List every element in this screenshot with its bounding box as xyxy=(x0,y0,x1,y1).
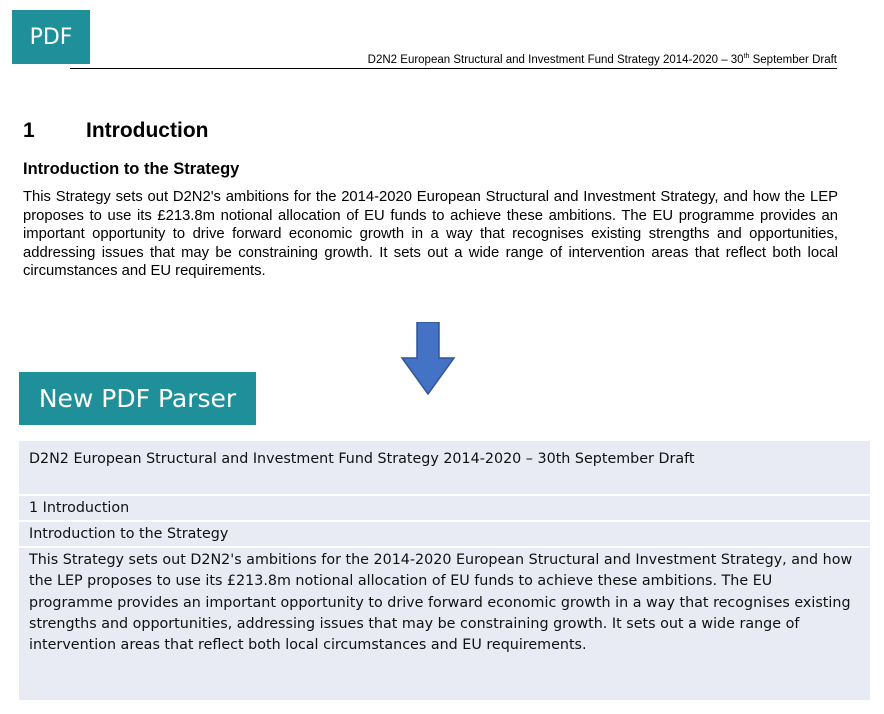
arrow-shape xyxy=(402,322,454,394)
parsed-header-row: D2N2 European Structural and Investment Fund Strategy 2014-2020 – 30th September Draft xyxy=(19,441,870,494)
header-superscript: th xyxy=(743,53,750,60)
parsed-paragraph-row: This Strategy sets out D2N2's ambitions for the 2014-2020 European Structural and Investment Strategy, and how the LEP proposes to use its £213.8m notional allocation of EU funds to achieve these ambitions. The EU programme provides an important opportunity to drive forward economic growth in a way that recognises existing strengths and opportunities, addressing issues that may be constraining growth. It sets out a wide range of intervention areas that reflect both local circumstances and EU requirements. xyxy=(19,548,870,700)
heading-title: Introduction xyxy=(86,119,209,142)
header-text-after: September Draft xyxy=(749,54,837,66)
header-text-before: D2N2 European Structural and Investment Fund Strategy 2014-2020 – 30 xyxy=(367,54,744,66)
pdf-label-badge: PDF xyxy=(12,10,90,64)
original-subheading: Introduction to the Strategy xyxy=(23,160,240,178)
parsed-output xyxy=(19,441,870,702)
arrow-down-icon xyxy=(400,322,456,396)
parsed-heading-row: 1 Introduction xyxy=(19,496,870,520)
original-document-header xyxy=(70,52,837,69)
original-heading xyxy=(23,119,208,143)
parser-label-badge: New PDF Parser xyxy=(19,372,256,425)
parsed-subheading-row: Introduction to the Strategy xyxy=(19,522,870,546)
heading-number: 1 xyxy=(23,119,35,142)
original-paragraph: This Strategy sets out D2N2's ambitions for the 2014-2020 European Structural and Investment Strategy, and how the LEP proposes to use its £213.8m notional allocation of EU funds to achieve these ambitions. The EU programme provides an important opportunity to drive forward economic growth in a way that recognises existing strengths and opportunities, addressing issues that may be constraining growth. It sets out a wide range of intervention areas that reflect both local circumstances and EU requirements. xyxy=(23,189,838,279)
